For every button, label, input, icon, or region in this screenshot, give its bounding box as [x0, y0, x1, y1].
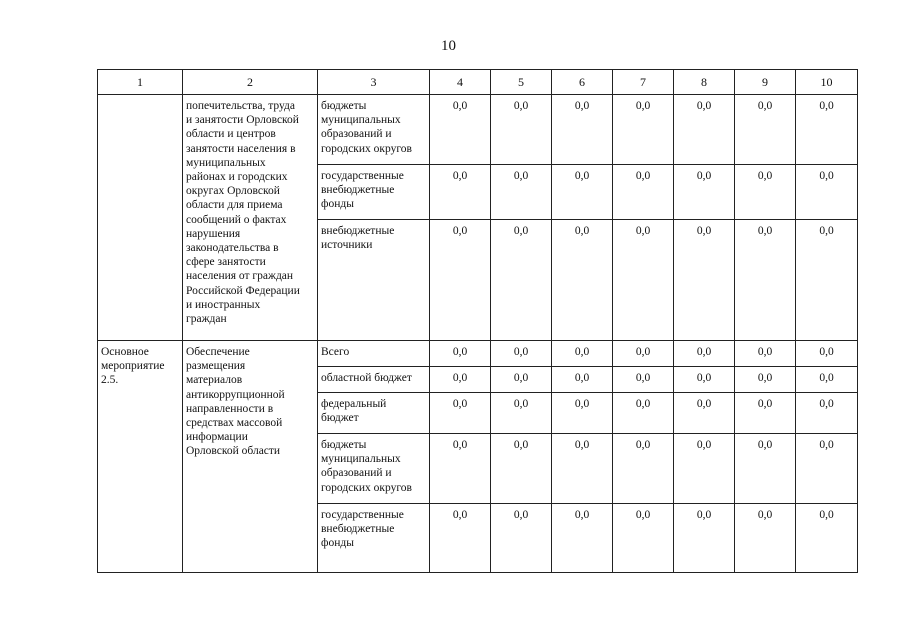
value-cell: 0,0	[613, 220, 674, 341]
budget-table	[97, 69, 858, 573]
value-cell: 0,0	[430, 367, 491, 393]
measure-description-cell: Обеспечение размещения материалов антикоррупционной направленности в средствах массовой информации Орловской области	[183, 341, 318, 573]
value-cell: 0,0	[674, 220, 735, 341]
value-cell: 0,0	[674, 434, 735, 504]
value-cell: 0,0	[491, 367, 552, 393]
measure-description-cell: попечительства, труда и занятости Орловской области и центров занятости населения в муниципальных районах и городских округах Орловской области для приема сообщений о фактах нарушения законодательства в сфере занятости населения от граждан Российской Федерации и иностранных граждан	[183, 95, 318, 341]
value-cell: 0,0	[613, 165, 674, 220]
header-cell: 5	[491, 70, 552, 95]
value-cell: 0,0	[552, 341, 613, 367]
value-cell: 0,0	[613, 393, 674, 434]
value-cell: 0,0	[552, 165, 613, 220]
funding-source-cell: внебюджетные источники	[318, 220, 430, 341]
value-cell: 0,0	[430, 220, 491, 341]
value-cell: 0,0	[674, 341, 735, 367]
value-cell: 0,0	[552, 393, 613, 434]
header-cell: 9	[735, 70, 796, 95]
value-cell: 0,0	[613, 367, 674, 393]
value-cell: 0,0	[613, 434, 674, 504]
value-cell: 0,0	[796, 165, 858, 220]
value-cell: 0,0	[735, 95, 796, 165]
value-cell: 0,0	[796, 220, 858, 341]
header-cell: 3	[318, 70, 430, 95]
value-cell: 0,0	[430, 434, 491, 504]
funding-source-cell: государственные внебюджетные фонды	[318, 165, 430, 220]
funding-source-cell: Всего	[318, 341, 430, 367]
value-cell: 0,0	[674, 367, 735, 393]
funding-source-cell: государственные внебюджетные фонды	[318, 504, 430, 573]
header-cell: 8	[674, 70, 735, 95]
value-cell: 0,0	[674, 165, 735, 220]
header-cell: 2	[183, 70, 318, 95]
value-cell: 0,0	[552, 367, 613, 393]
header-cell: 7	[613, 70, 674, 95]
value-cell: 0,0	[796, 341, 858, 367]
value-cell: 0,0	[735, 393, 796, 434]
header-cell: 6	[552, 70, 613, 95]
value-cell: 0,0	[491, 341, 552, 367]
value-cell: 0,0	[735, 367, 796, 393]
value-cell: 0,0	[491, 220, 552, 341]
table-row	[98, 341, 858, 367]
value-cell: 0,0	[735, 504, 796, 573]
value-cell: 0,0	[613, 95, 674, 165]
header-cell: 10	[796, 70, 858, 95]
value-cell: 0,0	[796, 504, 858, 573]
funding-source-cell: федеральный бюджет	[318, 393, 430, 434]
value-cell: 0,0	[430, 95, 491, 165]
value-cell: 0,0	[552, 434, 613, 504]
value-cell: 0,0	[796, 393, 858, 434]
value-cell: 0,0	[491, 95, 552, 165]
value-cell: 0,0	[735, 220, 796, 341]
measure-number-cell	[98, 95, 183, 341]
value-cell: 0,0	[491, 434, 552, 504]
page-number: 10	[441, 38, 456, 54]
header-cell: 4	[430, 70, 491, 95]
value-cell: 0,0	[735, 165, 796, 220]
value-cell: 0,0	[796, 367, 858, 393]
funding-source-cell: бюджеты муниципальных образований и городских округов	[318, 434, 430, 504]
value-cell: 0,0	[552, 504, 613, 573]
measure-number-cell: Основное мероприятие 2.5.	[98, 341, 183, 573]
value-cell: 0,0	[674, 504, 735, 573]
header-cell: 1	[98, 70, 183, 95]
value-cell: 0,0	[674, 95, 735, 165]
value-cell: 0,0	[430, 504, 491, 573]
value-cell: 0,0	[430, 393, 491, 434]
funding-source-cell: областной бюджет	[318, 367, 430, 393]
value-cell: 0,0	[491, 165, 552, 220]
value-cell: 0,0	[674, 393, 735, 434]
value-cell: 0,0	[613, 341, 674, 367]
value-cell: 0,0	[796, 434, 858, 504]
value-cell: 0,0	[796, 95, 858, 165]
value-cell: 0,0	[735, 434, 796, 504]
value-cell: 0,0	[430, 165, 491, 220]
header-row	[98, 70, 858, 95]
value-cell: 0,0	[491, 393, 552, 434]
value-cell: 0,0	[552, 95, 613, 165]
value-cell: 0,0	[613, 504, 674, 573]
value-cell: 0,0	[491, 504, 552, 573]
value-cell: 0,0	[552, 220, 613, 341]
value-cell: 0,0	[735, 341, 796, 367]
table-row	[98, 95, 858, 165]
value-cell: 0,0	[430, 341, 491, 367]
funding-source-cell: бюджеты муниципальных образований и городских округов	[318, 95, 430, 165]
